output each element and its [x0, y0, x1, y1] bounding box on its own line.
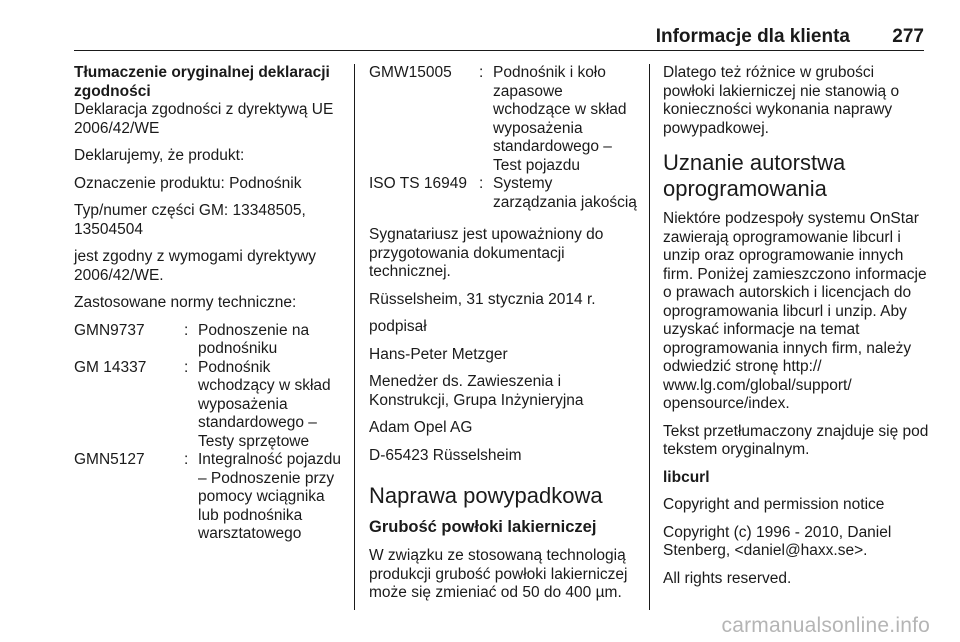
norm-description: Podnośnik i koło zapasowe wchodzące w skład wyposażenia standardowego – Test pojazdu [493, 64, 627, 174]
norm-description: Podnośnik wchodzący w skład wyposażenia standardowego – Testy sprzętowe [198, 358, 331, 450]
declaration-heading: Tłumaczenie oryginalnej deklaracji zgodności [74, 64, 330, 100]
translation-note: Tekst przetłumaczony znajduje się pod tekstem oryginalnym. [663, 422, 929, 458]
norm-row [74, 322, 342, 359]
norm-separator: : [184, 358, 189, 376]
part-number-text: Typ/numer części GM: 13348505, 13504504 [74, 202, 306, 238]
product-text: Oznaczenie produktu: Podnośnik [74, 174, 302, 192]
declaration-intro: Deklaracja zgodności z dyrektywą UE 2006/42/WE [74, 101, 334, 137]
norm-code: ISO TS 16949 [369, 175, 467, 192]
norm-code: GMN9737 [74, 321, 145, 339]
page-header [74, 26, 924, 52]
signer-name: Hans-Peter Metzger [369, 345, 508, 363]
section-title-software-credits: Uznanie autorstwa oprogramowania [663, 150, 846, 201]
norm-code: GMW15005 [369, 64, 452, 81]
norm-separator: : [184, 321, 189, 339]
libcurl-heading: libcurl [663, 468, 710, 486]
column-divider-2 [649, 64, 650, 610]
norm-row [74, 359, 342, 452]
norm-row [369, 64, 637, 175]
page-number: 277 [892, 26, 924, 47]
copyright-notice-heading: Copyright and permission notice [663, 496, 885, 513]
section-title-accident-repair: Naprawa powypadkowa [369, 483, 603, 508]
header-title: Informacje dla klienta [655, 26, 850, 47]
column-1 [74, 64, 342, 553]
norms-table [74, 322, 342, 544]
copyright-line: Copyright (c) 1996 - 2010, Daniel Stenberg, <daniel@haxx.se>. [663, 523, 892, 559]
norm-row [369, 175, 637, 212]
norm-code: GM 14337 [74, 358, 147, 376]
column-3 [663, 64, 929, 597]
company-name: Adam Opel AG [369, 419, 473, 436]
norm-description: Systemy zarządzania jakością [493, 175, 637, 211]
declare-text: Deklarujemy, że produkt: [74, 147, 245, 164]
norm-description: Integralność pojazdu – Podnoszenie przy pomocy wciągnika lub podnośnika warsztatowego [198, 451, 342, 542]
norm-separator: : [184, 451, 189, 468]
company-address: D-65423 Rüsselsheim [369, 446, 522, 464]
software-text: Niektóre podzespoły systemu OnStar zawierają oprogramowanie libcurl i unzip oraz oprogramowanie innych firm. Poniżej zamieszczono informacje o prawach autorskich i licencjach do oprogramowania libcurl i unzip. Aby uzyskać informacje na temat oprogramowania innych firm, należy odwiedzić stronę http:// www.lg.com/global/support/ opensource/index. [663, 210, 927, 412]
signed-label: podpisał [369, 318, 427, 335]
norm-description: Podnoszenie na podnośniku [198, 321, 310, 357]
subsection-title-paint-thickness: Grubość powłoki lakierniczej [369, 518, 597, 536]
paint-thickness-text: W związku ze stosowaną technologią produkcji grubość powłoki lakierniczej może się zmieniać od 50 do 400 µm. [369, 547, 628, 601]
signer-role: Menedżer ds. Zawieszenia i Konstrukcji, Grupa Inżynieryjna [369, 373, 584, 409]
norm-code: GMN5127 [74, 451, 145, 468]
column-2 [369, 64, 637, 612]
norm-row [74, 451, 342, 544]
paint-thickness-continued: Dlatego też różnice w grubości powłoki lakierniczej nie stanowią o konieczności wykonania naprawy powypadkowej. [663, 64, 900, 137]
conformity-text: jest zgodny z wymogami dyrektywy 2006/42/WE. [74, 248, 317, 284]
norm-separator: : [479, 64, 484, 81]
column-divider-1 [354, 64, 355, 610]
norms-label: Zastosowane normy techniczne: [74, 294, 297, 311]
watermark: carmanualsonline.info [721, 614, 930, 637]
norms-table-continued [369, 64, 637, 212]
norm-separator: : [479, 175, 484, 192]
rights-reserved: All rights reserved. [663, 569, 792, 587]
place-date: Rüsselsheim, 31 stycznia 2014 r. [369, 290, 596, 308]
signatory-text: Sygnatariusz jest upoważniony do przygotowania dokumentacji technicznej. [369, 226, 604, 280]
header-rule [74, 50, 924, 51]
